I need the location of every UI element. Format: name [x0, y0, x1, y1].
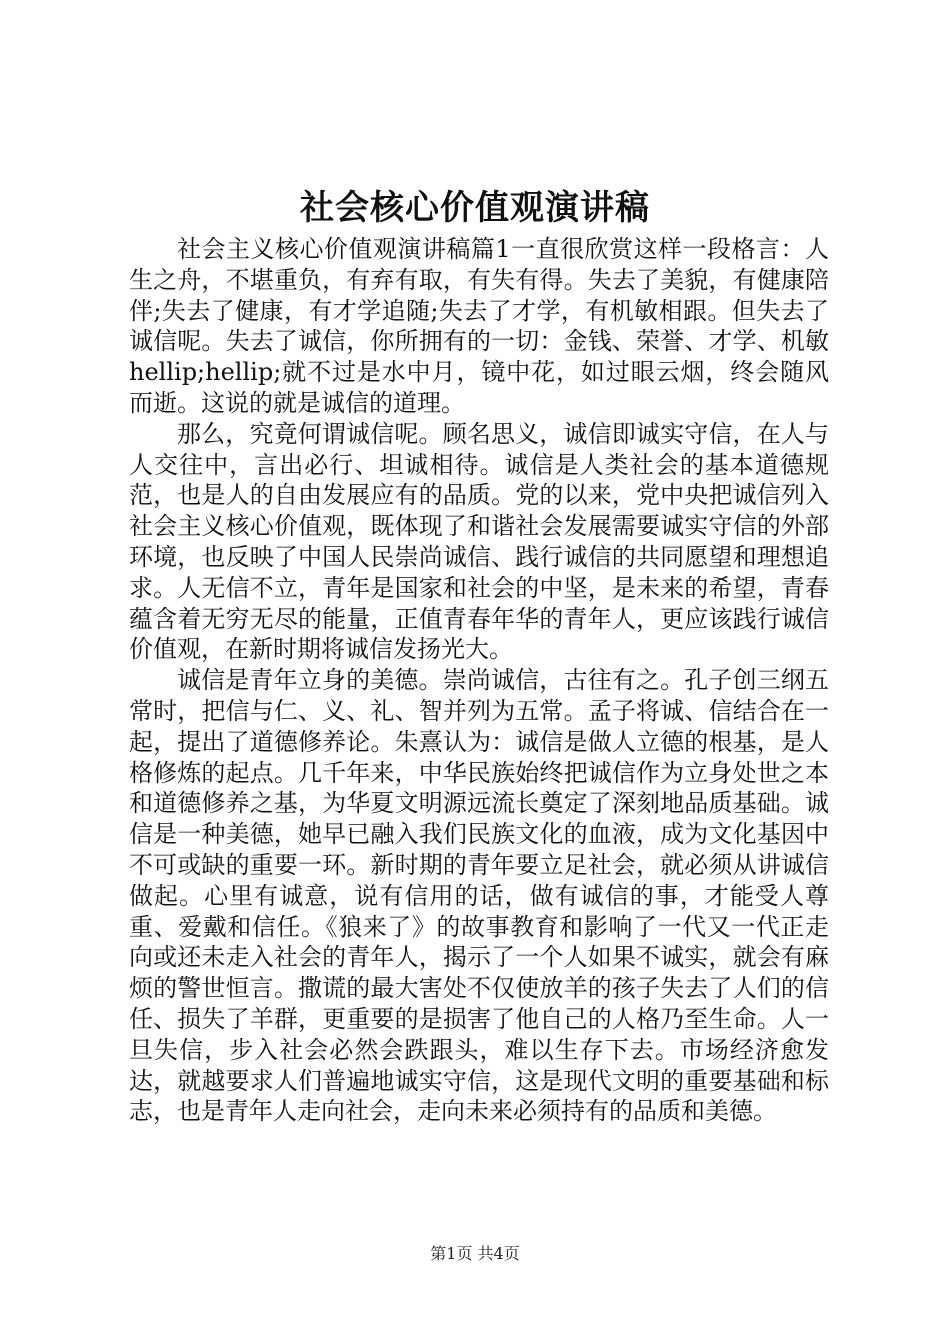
document-body — [129, 234, 829, 1127]
document-title: 社会核心价值观演讲稿 — [300, 188, 650, 228]
body-paragraph: 社会主义核心价值观演讲稿篇1一直很欣赏这样一段格言：人生之舟，不堪重负，有弃有取，有失有得。失去了美貌，有健康陪伴;失去了健康，有才学追随;失去了才学，有机敏相跟。但失去了诚信呢。失去了诚信，你所拥有的一切：金钱、荣誉、才学、机敏hellip;hellip;就不过是水中月，镜中花，如过眼云烟，终会随风而逝。这说的就是诚信的道理。 — [129, 235, 829, 417]
body-paragraph: 诚信是青年立身的美德。崇尚诚信，古往有之。孔子创三纲五常时，把信与仁、义、礼、智并列为五常。孟子将诚、信结合在一起，提出了道德修养论。朱熹认为：诚信是做人立德的根基，是人格修炼的起点。几千年来，中华民族始终把诚信作为立身处世之本和道德修养之基，为华夏文明源远流长奠定了深刻地品质基础。诚信是一种美德，她早已融入我们民族文化的血液，成为文化基因中不可或缺的重要一环。新时期的青年要立足社会，就必须从讲诚信做起。心里有诚意，说有信用的话，做有诚信的事，才能受人尊重、爱戴和信任。《狼来了》的故事教育和影响了一代又一代正走向或还未走入社会的青年人，揭示了一个人如果不诚实，就会有麻烦的警世恒言。撒谎的最大害处不仅使放羊的孩子失去了人们的信任、损失了羊群，更重要的是损害了他自己的人格乃至生命。人一旦失信，步入社会必然会跌跟头，难以生存下去。市场经济愈发达，就越要求人们普遍地诚实守信，这是现代文明的重要基础和标志，也是青年人走向社会，走向未来必须持有的品质和美德。 — [129, 666, 829, 1126]
body-paragraph: 那么，究竟何谓诚信呢。顾名思义，诚信即诚实守信，在人与人交往中，言出必行、坦诚相待。诚信是人类社会的基本道德规范，也是人的自由发展应有的品质。党的以来，党中央把诚信列入社会主义核心价值观，既体现了和谐社会发展需要诚实守信的外部环境，也反映了中国人民崇尚诚信、践行诚信的共同愿望和理想追求。人无信不立，青年是国家和社会的中坚，是未来的希望，青春蕴含着无穷无尽的能量，正值青春年华的青年人，更应该践行诚信价值观，在新时期将诚信发扬光大。 — [129, 419, 829, 664]
page-number-footer: 第1页 共4页 — [430, 1244, 520, 1263]
